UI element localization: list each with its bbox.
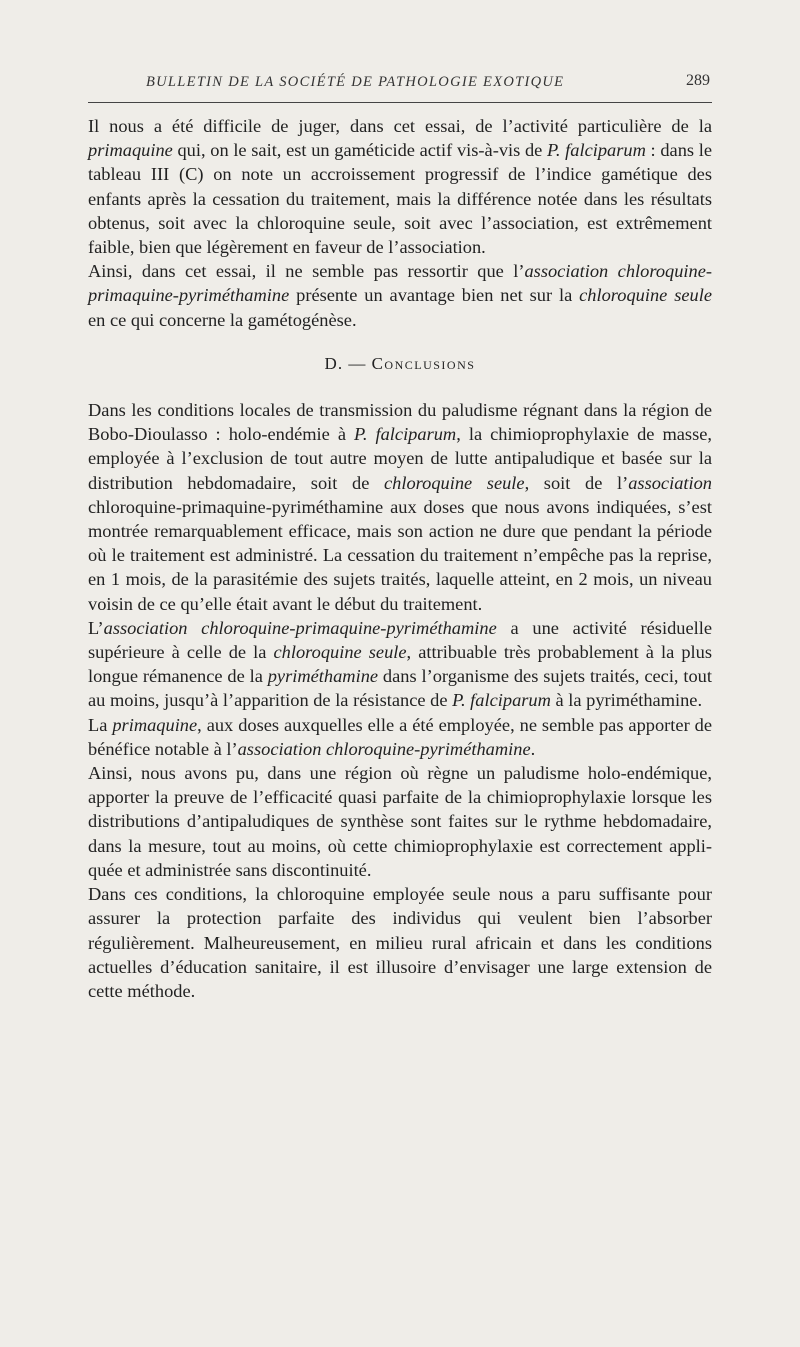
paragraph-conclusion-1: Dans les conditions locales de transmission du paludisme régnant dans la région de Bobo-Dioulasso : holo-endémie à P. falciparum, la chimioprophylaxie de masse, employée à l’exclusion de tout autre moyen de lutte antipaludique et basée sur la distribution hebdomadaire, soit de chloroquine seule, soit de l’association chloroquine-primaquine-pyriméthamine aux doses que nous avons indiquées, s’est montrée remarquablement efficace, mais son action ne dure que pendant la période où le traitement est administré. La cessation du traitement n’empêche pas la reprise, en 1 mois, de la parasitémie des sujets traités, laquelle atteint, en 2 mois, un niveau voisin de ce qu’elle était avant le début du traitement. [88,400,713,614]
paragraph-conclusion-2: L’association chloroquine-primaquine-pyriméthamine a une activité résiduelle supérieure à celle de la chloroquine seule, attribuable très probablement à la plus longue rémanence de la pyriméthamine dans l’organisme des sujets traités, ceci, tout au moins, jusqu’à l’apparition de la résistance de P. falciparum à la pyriméthamine. [88,617,713,711]
body-text [88,114,712,1003]
section-heading-conclusions: D. — Conclusions [324,353,476,373]
running-title: BULLETIN DE LA SOCIÉTÉ DE PATHOLOGIE EXOTIQUE [146,74,565,90]
paragraph-conclusion-5: Dans ces conditions, la chloroquine employée seule nous a paru suffisante pour assurer la protection parfaite des individus qui veulent bien l’absorber régulièrement. Malheureusement, en milieu rural africain et dans les conditions actuelles d’éducation sanitaire, il est illusoire d’envisager une large extension de cette méthode. [88,884,712,1001]
paragraph-primaquine-activity: Il nous a été difficile de juger, dans cet essai, de l’activité particulière de la primaquine qui, on le sait, est un gaméticide actif vis-à-vis de P. falciparum : dans le tableau III (C) on note un accroissement progressif de l’indice gamétique des enfants après la cessation du traitement, mais la différence notée dans les résultats obtenus, soit avec la chloroquine seule, soit avec l’association, est extrêmement faible, bien que légèrement en faveur de l’association. [88,116,713,258]
paragraph-conclusion-4: Ainsi, nous avons pu, dans une région où règne un paludisme holo-endémique, apporter la preuve de l’efficacité quasi parfaite de la chimioprophylaxie lorsque les distributions d’antipaludiques de synthèse sont faites sur le rythme hebdomadaire, dans la mesure, tout au moins, où cette chimioprophylaxie est correctement appliquée et administrée sans discontinuité. [88,763,712,880]
running-header [88,66,712,103]
page-number: 289 [686,72,710,89]
paragraph-conclusion-3: La primaquine, aux doses auxquelles elle a été employée, ne semble pas apporter de bénéfice notable à l’association chloroquine-pyriméthamine. [88,714,713,759]
paragraph-gametogenesis: Ainsi, dans cet essai, il ne semble pas ressortir que l’association chloroquine-primaquine-pyriméthamine présente un avantage bien net sur la chloroquine seule en ce qui concerne la gamétogénèse. [88,261,712,330]
